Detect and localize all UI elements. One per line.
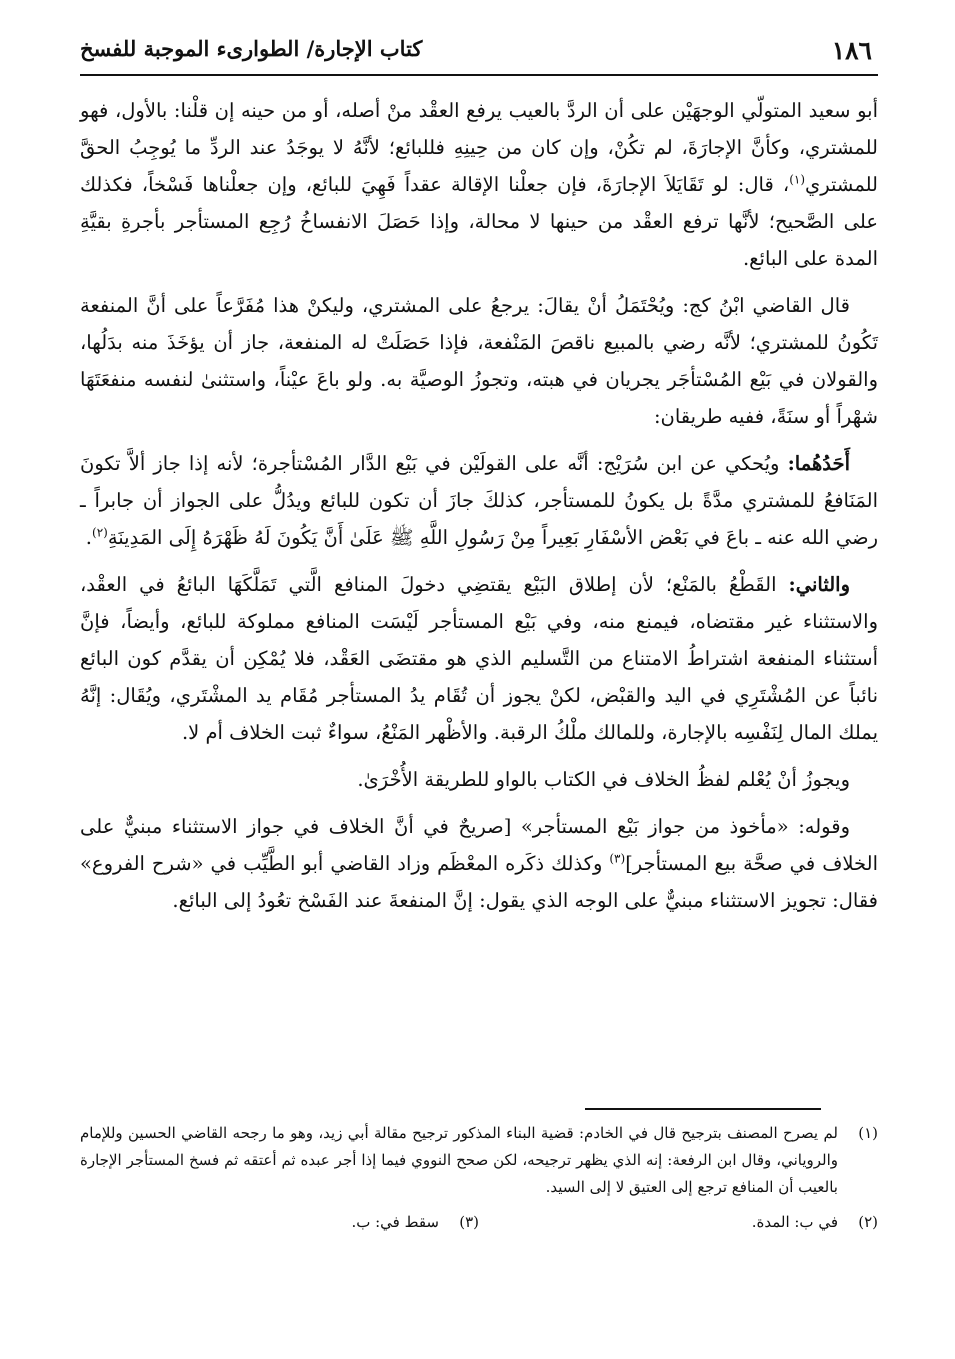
section-heading-first: أَحَدُهُما: xyxy=(787,452,850,475)
footnote-text: في ب: المدة. xyxy=(751,1213,838,1231)
paragraph-1 xyxy=(80,92,878,277)
paragraph-3 xyxy=(80,445,878,556)
main-text xyxy=(80,92,878,929)
paragraph-text-continued: وكذلك ذكَره المعْظَم وزاد القاضي أبو الطَّيِّب في «شرح الفروع» فقال: تجويز الاستثناء مبنيٌّ على الوجه الذي يقول: إنَّ المنفعةَ عند الفَسْخ تعُودُ إلى البائع. xyxy=(80,852,878,912)
footnote-number: (٣) xyxy=(459,1213,479,1231)
footnote-row xyxy=(80,1209,878,1236)
header-divider xyxy=(80,74,878,76)
footnote-number: (٢) xyxy=(858,1213,878,1231)
page-number: ١٨٦ xyxy=(831,36,872,65)
paragraph-text: أبو سعيد المتولّي الوجهَيْن على أن الردَّ بالعيب يرفع العقْد منْ أصله، أو من حينه إن قلْنا: بالأول، فهو للمشتري، وكأنَّ الإجارَةَ، لم تكُنْ، وإن كان من حِينِهِ فللبائع؛ لأنَّهُ لا يوجَدُ عند الردِّ ما يُوجِبُ الحقَّ للمشتري xyxy=(80,99,878,196)
page-header xyxy=(80,30,878,76)
paragraph-text-continued: ، قال: لو تَقَايَلاَ الإجارَةَ، فإن جعلْنا الإقالة عقداً فَهِيَ للبائع، وإن جعلْناها فَسْخاً، فكذلك على الصَّحيح؛ لأنَّها ترفع العقْد من حينها لا محالة، وإذا حَصَلَ الانفساخُ رُجِع المستأجر بأجرةِ بقيَّةِ المدة على البائع. xyxy=(80,173,878,270)
footnote-ref-2[interactable]: (٢) xyxy=(92,525,108,540)
footnote-ref-1[interactable]: (١) xyxy=(789,172,806,187)
section-heading-second: والثاني: xyxy=(788,573,850,596)
paragraph-text-continued: . xyxy=(85,526,92,549)
running-title: كتاب الإجارة/ الطوارىء الموجبة للفسخ xyxy=(80,36,423,61)
paragraph-6 xyxy=(80,808,878,919)
paragraph-text: القَطْعُ بالمَنْع؛ لأن إطلاق البَيْع يقتضِي دخولَ المنافع الَّتي تَمَلَّكَهَا البائعُ في العقْد، والاستثناء غير مقتضاه، فيمنع منه، وفي بَيْع المستأجر لَيْسَت المنافع مملوكة للبائع، وأيضاً، فإنَّ أستثناء المنفعة اشتراطُ الامتناع من التَّسليم الذي هو مقتضَى العَقْد، فلا يُمْكِن أن يقدَّم كون البائع نائباً عن المُشْتَرِي في اليد والقبْض، لكنْ يجوز أن تُقَام يدُ المستأجر مُقَام يد المشْتَري، ويُقَال: إنَّهُ يملك المال لِنَفْسِه بالإجارة، وللمالك ملْكُ الرقبة. والأظْهر المَنْعُ، سواءٌ ثبت الخلاف أم لا. xyxy=(80,573,878,744)
footnotes xyxy=(80,1120,878,1236)
footnote-text: لم يصرح المصنف بترجيح قال في الخادم: قضية البناء المذكور ترجيح مقالة أبي زيد، وهو ما رجحه القاضي الحسين وللإمام والروياني، وقال ابن الرفعة: إنه الذي يظهر ترجيحه، لكن صحح النووي فيما إذا أجر عبده ثم أعتقه ثم فسخ المستأجر الإجارة بالعيب أن المنافع ترجع إلى العتيق لا إلى السيد. xyxy=(80,1124,839,1196)
footnote-2 xyxy=(479,1209,878,1236)
paragraph-4 xyxy=(80,566,878,751)
footnote-divider xyxy=(585,1108,821,1110)
footnote-number: (١) xyxy=(858,1124,878,1142)
footnote-3 xyxy=(80,1209,479,1236)
paragraph-2 xyxy=(80,287,878,435)
paragraph-text: ويُحكي عن ابن سُرَيْج: أنَّه على القولَيْن في بَيْع الدَّار المُسْتأجرة؛ لأنه إذا جاز ألاَّ تكونَ المَنَافعُ للمشتري مدَّةً بل يكونُ للمستأجر، كذلكَ جازَ أن تكون للبائع ويدُلُّ على الجواز أن جابراً ـ رضي الله عنه ـ باعَ في بَعْض الأسْفَارِ بَعِيراً مِنْ رَسُولِ اللَّهِ ﷺ عَلَىٰ أَنَّ يَكُونَ لَهُ ظَهْرَهُ إِلَى المَدِينَةِ xyxy=(80,452,878,549)
footnote-text: سقط في: ب. xyxy=(351,1213,439,1231)
paragraph-text: وقوله: «مأخوذ من جواز بَيْع المستأجر» [صريحٌ في أنَّ الخلاف في جواز الاستثناء مبنيٌّ على الخلاف في صحَّة بيع المستأجر] xyxy=(80,815,879,875)
paragraph-text: ويجوزُ أنْ يُعْلم لفظُ الخلاف في الكتاب بالواو للطريقة الأُخْرَىٰ. xyxy=(357,768,850,791)
paragraph-text: قال القاضي ابْنُ كج: ويُحْتَمَلُ أنْ يقالَ: يرجعُ على المشتري، وليكنْ هذا مُفَرَّعاً على أنَّ المنفعة تَكُونُ للمشتري؛ لأنَّه رضي بالمبيع ناقصَ المَنْفعة، فإذا حَصَلَتْ له المنفعة، جاز أن يؤخَذَ منه بدَلُها، والقولان في بَيْع المُسْتأجَر يجريان في هبته، وتجوزُ الوصيَّة به. ولو باعَ عيْناً، واستثنىٰ لنفسه منفعَتَهَا شهْراً أو سنَةً، ففيه طريقان: xyxy=(80,294,878,428)
paragraph-5 xyxy=(80,761,878,798)
footnote-1 xyxy=(80,1120,878,1201)
footnote-ref-3[interactable]: (٣) xyxy=(609,851,626,866)
